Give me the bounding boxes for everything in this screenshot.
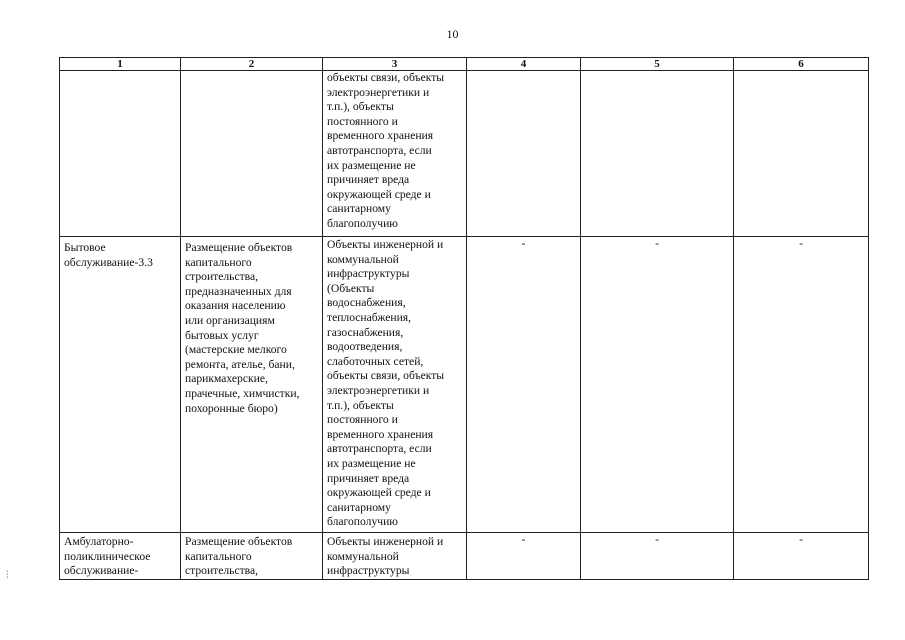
- table-cell: [734, 71, 869, 237]
- header-col-1: 1: [60, 58, 181, 71]
- use-name: Бытовое обслуживание-3.3: [64, 241, 153, 269]
- table-cell: [581, 533, 734, 580]
- table-cell: [60, 71, 181, 237]
- use-name: Амбулаторно- поликлиническое обслуживание-: [64, 535, 151, 578]
- table-cell: [60, 533, 181, 580]
- cell-text: [585, 71, 729, 74]
- dash-value: -: [655, 533, 659, 546]
- cell-text: объекты связи, объекты электроэнергетики и т.п.), объекты постоянного и временного хранения автотранспорта, если их размещение не причиняет вреда окружающей среде и санитарному благополучию: [327, 71, 445, 230]
- cell-text: [64, 71, 176, 74]
- table-header-row: [60, 58, 869, 71]
- table-cell: [734, 237, 869, 533]
- table-cell: [323, 533, 467, 580]
- table-cell: [467, 71, 581, 237]
- table-cell: [581, 237, 734, 533]
- table-cell: [181, 237, 323, 533]
- table-cell: [323, 71, 467, 237]
- use-description: Размещение объектов капитального строительства,: [185, 535, 293, 578]
- table-cell: [323, 237, 467, 533]
- header-col-6: 6: [734, 58, 869, 71]
- use-description: Размещение объектов капитального строительства, предназначенных для оказания населению или организациям бытовых услуг (мастерские мелкого ремонта, ателье, бани, парикмахерские, прачечные, химчистки, похоронные бюро): [185, 241, 300, 415]
- dash-value: -: [521, 237, 526, 250]
- header-col-3: 3: [323, 58, 467, 71]
- table-row: [60, 533, 869, 580]
- table-cell: [181, 71, 323, 237]
- table-cell: [60, 237, 181, 533]
- margin-mark: ⫶: [6, 570, 9, 581]
- table-row: [60, 237, 869, 533]
- header-col-2: 2: [181, 58, 323, 71]
- cell-text: [185, 71, 318, 74]
- table-cell: [581, 71, 734, 237]
- auxiliary-uses: Объекты инженерной и коммунальной инфраструктуры: [327, 535, 444, 578]
- dash-value: -: [799, 533, 803, 546]
- page-number: 10: [446, 27, 459, 41]
- header-col-5: 5: [581, 58, 734, 71]
- header-col-4: 4: [467, 58, 581, 71]
- zoning-table: [59, 57, 869, 580]
- cell-text: [471, 71, 576, 74]
- table-cell: [734, 533, 869, 580]
- cell-text: [738, 71, 864, 74]
- table-cell: [181, 533, 323, 580]
- table-row: [60, 71, 869, 237]
- dash-value: -: [799, 237, 803, 250]
- dash-value: -: [521, 533, 526, 546]
- table-cell: [467, 237, 581, 533]
- auxiliary-uses: Объекты инженерной и коммунальной инфраструктуры (Объекты водоснабжения, теплоснабжения, газоснабжения, водоотведения, слаботочных сетей, объекты связи, объекты электроэнергетики и т.п.), объекты постоянного и временного хранения автотранспорта, если их размещение не причиняет вреда окружающей среде и санитарному благополучию: [327, 238, 445, 529]
- dash-value: -: [655, 237, 659, 250]
- table-cell: [467, 533, 581, 580]
